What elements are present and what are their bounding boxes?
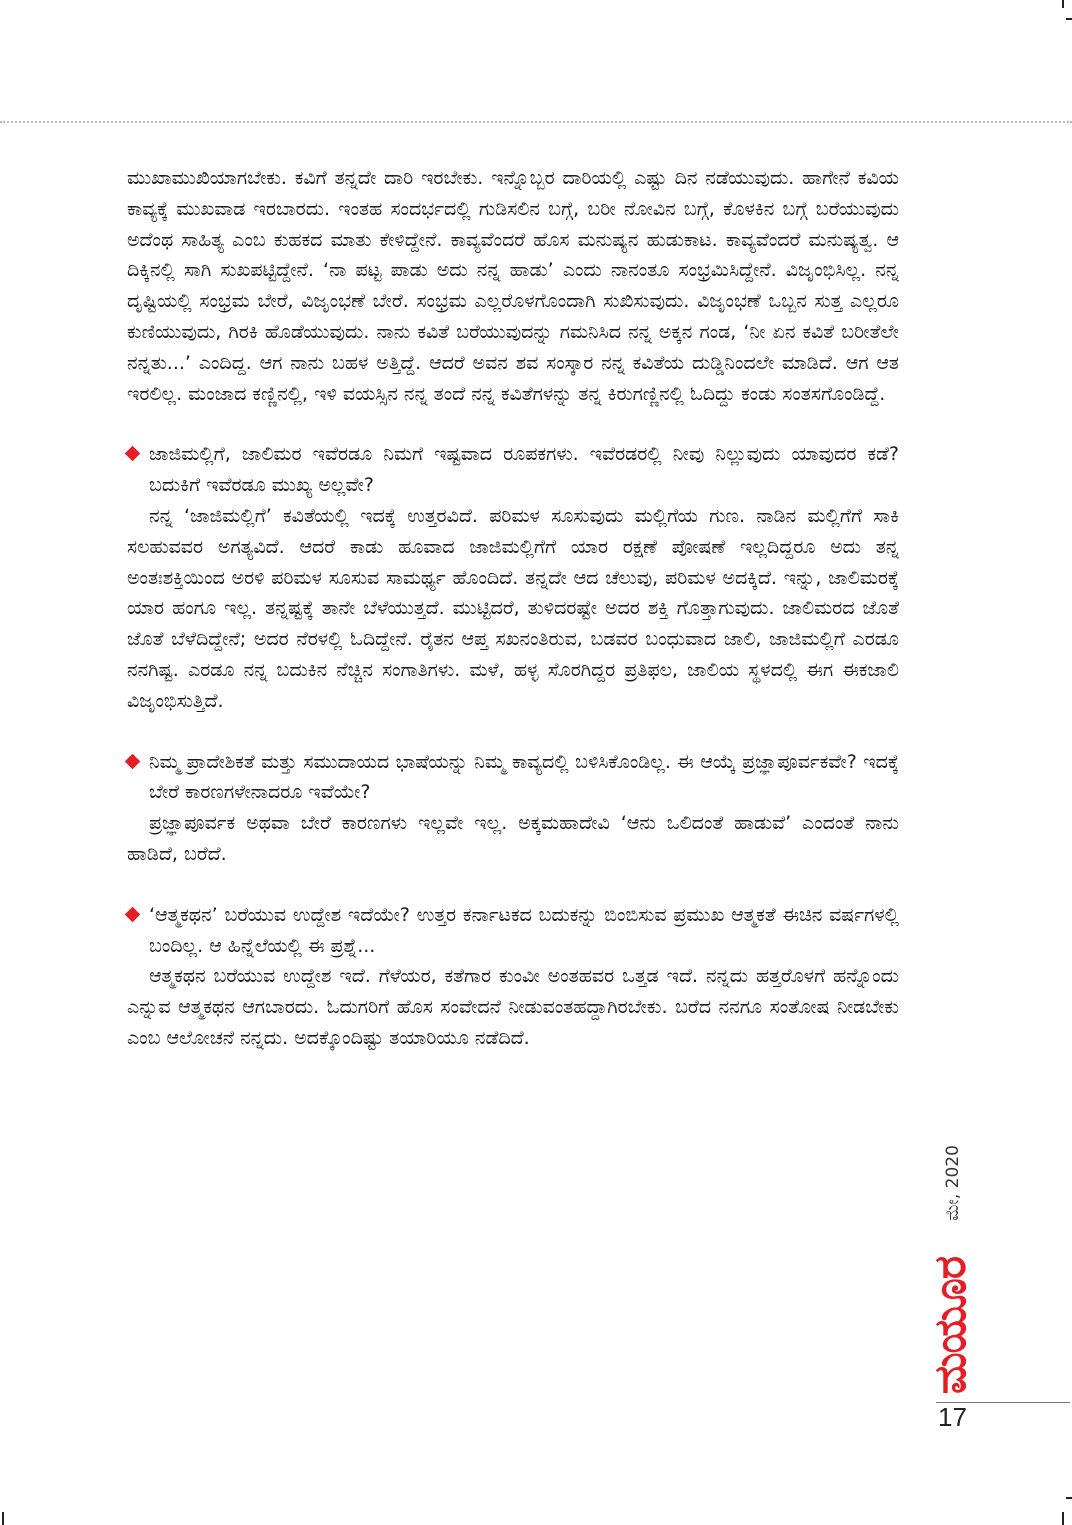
interview-answer: ಪ್ರಜ್ಞಾಪೂರ್ವಕ ಅಥವಾ ಬೇರೆ ಕಾರಣಗಳು ಇಲ್ಲವೇ ಇಲ್ಲ. ಅಕ್ಕಮಹಾದೇವಿ ‘ಆನು ಒಲಿದಂತೆ ಹಾಡುವೆ’ ಎಂದಂತೆ ನಾನು ಹಾಡಿದೆ, ಬರೆದೆ. [127, 812, 899, 865]
interview-answer: ನನ್ನ ‘ಜಾಜಿಮಲ್ಲಿಗೆ’ ಕವಿತೆಯಲ್ಲಿ ಇದಕ್ಕೆ ಉತ್ತರವಿದೆ. ಪರಿಮಳ ಸೂಸುವುದು ಮಲ್ಲಿಗೆಯ ಗುಣ. ನಾಡಿನ ಮಲ್ಲಿಗೆಗೆ ಸಾಕಿ ಸಲಹುವವರ ಅಗತ್ಯವಿದೆ. ಆದರೆ ಕಾಡು ಹೂವಾದ ಜಾಜಿಮಲ್ಲಿಗೆಗೆ ಯಾರ ರಕ್ಷಣೆ ಪೋಷಣೆ ಇಲ್ಲದಿದ್ದರೂ ಅದು ತನ್ನ ಅಂತಃಶಕ್ತಿಯಿಂದ ಅರಳಿ ಪರಿಮಳ ಸೂಸುವ ಸಾಮರ್ಥ್ಯ ಹೊಂದಿದೆ. ತನ್ನದೇ ಆದ ಚೆಲುವು, ಪರಿಮಳ ಅದಕ್ಕಿದೆ. ಇನ್ನು, ಜಾಲಿಮರಕ್ಕೆ ಯಾರ ಹಂಗೂ ಇಲ್ಲ. ತನ್ನಷ್ಟಕ್ಕೆ ತಾನೇ ಬೆಳೆಯುತ್ತದೆ. ಮುಟ್ಟಿದರೆ, ತುಳಿದರಷ್ಟೇ ಅದರ ಶಕ್ತಿ ಗೊತ್ತಾಗುವುದು. ಜಾಲಿಮರದ ಜೊತೆ ಜೊತೆ ಬೆಳೆದಿದ್ದೇನೆ; ಅದರ ನೆರಳಲ್ಲಿ ಓದಿದ್ದೇನೆ. ರೈತನ ಆಪ್ತ ಸಖನಂತಿರುವ, ಬಡವರ ಬಂಧುವಾದ ಜಾಲಿ, ಜಾಜಿಮಲ್ಲಿಗೆ ಎರಡೂ ನನಗಿಷ್ಟ. ಎರಡೂ ನನ್ನ ಬದುಕಿನ ನೆಚ್ಚಿನ ಸಂಗಾತಿಗಳು. ಮಳೆ, ಹಳ್ಳ ಸೊರಗಿದ್ದರ ಪ್ರತಿಫಲ, ಜಾಲಿಯ ಸ್ಥಳದಲ್ಲಿ ಈಗ ಈಕಜಾಲಿ ವಿಜೃಂಭಿಸುತ್ತಿದೆ. [127, 504, 899, 712]
interview-answer: ಆತ್ಮಕಥನ ಬರೆಯುವ ಉದ್ದೇಶ ಇದೆ. ಗೆಳೆಯರ, ಕತೆಗಾರ ಕುಂವೀ ಅಂತಹವರ ಒತ್ತಡ ಇದೆ. ನನ್ನದು ಹತ್ತರೊಳಗೆ ಹನ್ನೊಂದು ಎನ್ನುವ ಆತ್ಮಕಥನ ಆಗಬಾರದು. ಓದುಗರಿಗೆ ಹೊಸ ಸಂವೇದನೆ ನೀಡುವಂತಹದ್ದಾಗಿರಬೇಕು. ಬರೆದ ನನಗೂ ಸಂತೋಷ ನೀಡಬೇಕು ಎಂಬ ಆಲೋಚನೆ ನನ್ನದು. ಅದಕ್ಕೊಂದಿಷ್ಟು ತಯಾರಿಯೂ ನಡೆದಿದೆ. [127, 965, 899, 1049]
question-text: ನಿಮ್ಮ ಪ್ರಾದೇಶಿಕತೆ ಮತ್ತು ಸಮುದಾಯದ ಭಾಷೆಯನ್ನು ನಿಮ್ಮ ಕಾವ್ಯದಲ್ಲಿ ಬಳಿಸಿಕೊಂಡಿಲ್ಲ. ಈ ಆಯ್ಕೆ ಪ್ರಜ್ಞಾಪೂರ್ವಕವೇ? ಇದಕ್ಕೆ ಬೇರೆ ಕಾರಣಗಳೇನಾದರೂ ಇವೆಯೇ? [149, 750, 899, 804]
red-diamond-bullet-icon [125, 753, 141, 769]
interview-question [127, 439, 899, 501]
body-paragraph: ಮುಖಾಮುಖಿಯಾಗಬೇಕು. ಕವಿಗೆ ತನ್ನದೇ ದಾರಿ ಇರಬೇಕು. ಇನ್ನೊಬ್ಬರ ದಾರಿಯಲ್ಲಿ ಎಷ್ಟು ದಿನ ನಡೆಯುವುದು. ಹಾಗೇನೆ ಕವಿಯ ಕಾವ್ಯಕ್ಕೆ ಮುಖವಾಡ ಇರಬಾರದು. ಇಂತಹ ಸಂದರ್ಭದಲ್ಲಿ ಗುಡಿಸಲಿನ ಬಗ್ಗೆ, ಬರೀ ನೋವಿನ ಬಗ್ಗೆ, ಕೊಳಕಿನ ಬಗ್ಗೆ ಬರೆಯುವುದು ಅದೆಂಥ ಸಾಹಿತ್ಯ ಎಂಬ ಕುಹಕದ ಮಾತು ಕೇಳಿದ್ದೇನೆ. ಕಾವ್ಯವೆಂದರೆ ಹೊಸ ಮನುಷ್ಯನ ಹುಡುಕಾಟ. ಕಾವ್ಯವೆಂದರೆ ಮನುಷ್ಯತ್ವ. ಆ ದಿಕ್ಕಿನಲ್ಲಿ ಸಾಗಿ ಸುಖಪಟ್ಟಿದ್ದೇನೆ. ‘ನಾ ಪಟ್ಟ ಪಾಡು ಅದು ನನ್ನ ಹಾಡು’ ಎಂದು ನಾನಂತೂ ಸಂಭ್ರಮಿಸಿದ್ದೇನೆ. ವಿಜೃಂಭಿಸಿಲ್ಲ. ನನ್ನ ದೃಷ್ಟಿಯಲ್ಲಿ ಸಂಭ್ರಮ ಬೇರೆ, ವಿಜೃಂಭಣೆ ಬೇರೆ. ಸಂಭ್ರಮ ಎಲ್ಲರೊಳಗೊಂದಾಗಿ ಸುಖಿಸುವುದು. ವಿಜೃಂಭಣೆ ಒಬ್ಬನ ಸುತ್ತ ಎಲ್ಲರೂ ಕುಣಿಯುವುದು, ಗಿರಕಿ ಹೊಡೆಯುವುದು. ನಾನು ಕವಿತೆ ಬರೆಯುವುದನ್ನು ಗಮನಿಸಿದ ನನ್ನ ಅಕ್ಕನ ಗಂಡ, ‘ನೀ ಏನ ಕವಿತೆ ಬರೀತೆಲೇ ನನ್ನತು...’ ಎಂದಿದ್ದ. ಆಗ ನಾನು ಬಹಳ ಅತ್ತಿದ್ದೆ. ಆದರೆ ಅವನ ಶವ ಸಂಸ್ಕಾರ ನನ್ನ ಕವಿತೆಯ ದುಡ್ಡಿನಿಂದಲೇ ಮಾಡಿದೆ. ಆಗ ಆತ ಇರಲಿಲ್ಲ. ಮಂಜಾದ ಕಣ್ಣಿನಲ್ಲಿ, ಇಳಿ ವಯಸ್ಸಿನ ನನ್ನ ತಂದೆ ನನ್ನ ಕವಿತೆಗಳನ್ನು ತನ್ನ ಕಿರುಗಣ್ಣಿನಲ್ಲಿ ಓದಿದ್ದು ಕಂಡು ಸಂತಸಗೊಂಡಿದ್ದೆ. [127, 167, 899, 405]
crop-mark [1066, 1497, 1072, 1499]
interview-question [127, 747, 899, 809]
magazine-logo [926, 1250, 976, 1400]
question-text: ಜಾಜಿಮಲ್ಲಿಗೆ, ಜಾಲಿಮರ ಇವೆರಡೂ ನಿಮಗೆ ಇಷ್ಟವಾದ ರೂಪಕಗಳು. ಇವೆರಡರಲ್ಲಿ ನೀವು ನಿಲ್ಲುವುದು ಯಾವುದರ ಕಡೆ? ಬದುಕಿಗೆ ಇವೆರಡೂ ಮುಖ್ಯ ಅಲ್ಲವೇ? [149, 443, 899, 497]
magazine-logo-text: ಮಯೂರ [925, 1256, 977, 1394]
crop-mark [1062, 0, 1064, 8]
issue-date [938, 1128, 968, 1238]
red-diamond-bullet-icon [125, 446, 141, 462]
interview-question [127, 900, 899, 962]
crop-mark [1062, 1512, 1064, 1525]
issue-date-text: ಮೇ, 2020 [943, 1145, 964, 1221]
crop-mark [2, 1512, 4, 1525]
page-number: 17 [938, 1402, 967, 1432]
red-diamond-bullet-icon [125, 906, 141, 922]
qa-block [127, 747, 899, 870]
qa-block [127, 439, 899, 716]
article-body [127, 163, 899, 1054]
question-text: ‘ಆತ್ಮಕಥನ’ ಬರೆಯುವ ಉದ್ದೇಶ ಇದೆಯೇ? ಉತ್ತರ ಕರ್ನಾಟಕದ ಬದುಕನ್ನು ಬಿಂಬಿಸುವ ಪ್ರಮುಖ ಆತ್ಮಕತೆ ಈಚಿನ ವರ್ಷಗಳಲ್ಲಿ ಬಂದಿಲ್ಲ. ಆ ಹಿನ್ನೆಲೆಯಲ್ಲಿ ಈ ಪ್ರಶ್ನೆ... [149, 903, 899, 957]
crop-mark [1066, 18, 1072, 20]
header-dotted-divider [0, 121, 1072, 123]
qa-block [127, 900, 899, 1054]
